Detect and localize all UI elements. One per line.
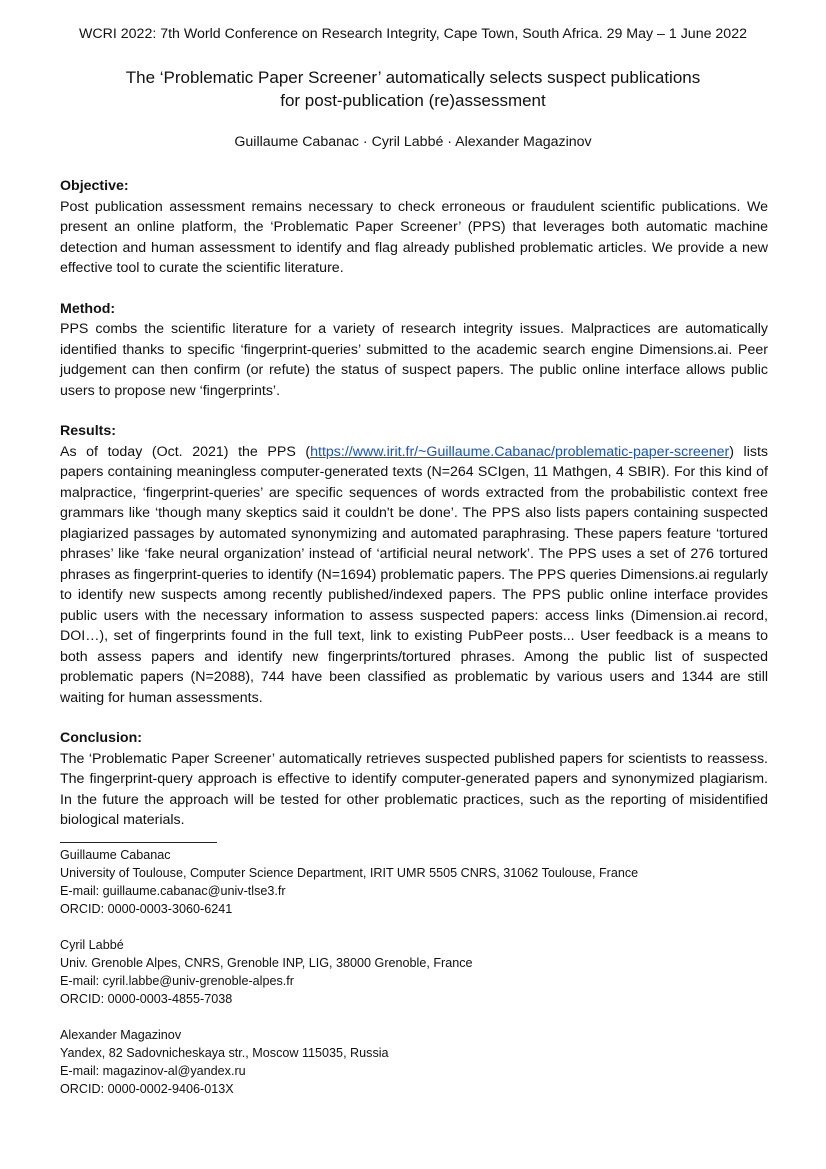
- affiliation-orcid: ORCID: 0000-0003-4855-7038: [60, 992, 233, 1006]
- affiliation-block: [60, 1026, 768, 1098]
- objective-section: [60, 176, 768, 279]
- conclusion-section: [60, 728, 768, 831]
- paper-title: [60, 66, 766, 112]
- method-section: [60, 299, 768, 402]
- affiliation-email: E-mail: guillaume.cabanac@univ-tlse3.fr: [60, 884, 286, 898]
- title-line-1: The ‘Problematic Paper Screener’ automatically selects suspect publications: [125, 68, 701, 87]
- affiliation-institution: University of Toulouse, Computer Science Department, IRIT UMR 5505 CNRS, 31062 Toulouse, France: [60, 866, 639, 880]
- author-affiliations: [60, 846, 768, 1116]
- affiliation-block: [60, 936, 768, 1008]
- affiliation-email: E-mail: magazinov-al@yandex.ru: [60, 1064, 246, 1078]
- objective-heading: Objective:: [60, 178, 129, 194]
- affiliation-institution: Yandex, 82 Sadovnicheskaya str., Moscow 115035, Russia: [60, 1046, 389, 1060]
- results-heading: Results:: [60, 423, 116, 439]
- pps-url-link[interactable]: https://www.irit.fr/~Guillaume.Cabanac/problematic-paper-screener: [310, 443, 730, 460]
- affiliation-name: Guillaume Cabanac: [60, 848, 171, 862]
- affiliation-block: [60, 846, 768, 918]
- conclusion-text: The ‘Problematic Paper Screener’ automatically retrieves suspected published papers for scientists to reassess. The fingerprint-query approach is effective to identify computer-generated papers and synonymized plagiarism. In the future the approach will be tested for other problematic practices, such as the reporting of misidentified biological materials.: [60, 750, 768, 828]
- conclusion-heading: Conclusion:: [60, 730, 142, 746]
- affiliation-name: Alexander Magazinov: [60, 1028, 182, 1042]
- results-text-body: ) lists papers containing meaningless computer-generated texts (N=264 SCIgen, 11 Mathgen, 4 SBIR). For this kind of malpractice, ‘fingerprint-queries’ are specific sequences of words extracted from the probabilistic context free grammars like ‘though many skeptics said it couldn't be done’. The PPS also lists papers containing suspected plagiarized passages by automated synonymizing and automated paraphrasing. These papers feature ‘tortured phrases’ like ‘fake neural organization’ instead of ‘artificial neural network’. The PPS uses a set of 276 tortured phrases as fingerprint-queries to identify (N=1694) problematic papers. The PPS queries Dimensions.ai regularly to identify new suspects among recently published/indexed papers. The PPS public online interface provides public users with the necessary information to assess suspected papers: access links (Dimension.ai record, DOI…), set of fingerprints found in the full text, link to existing PubPeer posts... User feedback is a means to both assess papers and identify new fingerprints/tortured phrases. Among the public list of suspected problematic papers (N=2088), 744 have been classified as problematic by various users and 1344 are still waiting for human assessments.: [60, 443, 768, 706]
- title-line-2: for post-publication (re)assessment: [280, 91, 546, 110]
- results-text: [60, 442, 768, 709]
- affiliation-orcid: ORCID: 0000-0002-9406-013X: [60, 1082, 234, 1096]
- affiliation-name: Cyril Labbé: [60, 938, 124, 952]
- affiliation-email: E-mail: cyril.labbe@univ-grenoble-alpes.fr: [60, 974, 294, 988]
- affiliation-institution: Univ. Grenoble Alpes, CNRS, Grenoble INP, LIG, 38000 Grenoble, France: [60, 956, 473, 970]
- affiliation-orcid: ORCID: 0000-0003-3060-6241: [60, 902, 233, 916]
- conference-header: WCRI 2022: 7th World Conference on Research Integrity, Cape Town, South Africa. 29 May – 1 June 2022: [79, 26, 747, 42]
- method-heading: Method:: [60, 300, 116, 317]
- footnote-divider: [60, 842, 217, 843]
- results-section: [60, 421, 768, 708]
- objective-text: Post publication assessment remains necessary to check erroneous or fraudulent scientific publications. We present an online platform, the ‘Problematic Paper Screener’ (PPS) that leverages both automatic machine detection and human assessment to identify and flag already published problematic articles. We provide a new effective tool to curate the scientific literature.: [60, 198, 768, 276]
- author-list: Guillaume Cabanac · Cyril Labbé · Alexander Magazinov: [234, 134, 592, 150]
- results-text-intro: As of today (Oct. 2021) the PPS (: [60, 443, 311, 460]
- method-text: PPS combs the scientific literature for a variety of research integrity issues. Malpractices are automatically identified thanks to specific ‘fingerprint-queries’ submitted to the academic search engine Dimensions.ai. Peer judgement can then confirm (or refute) the status of suspect papers. The public online interface allows public users to propose new ‘fingerprints’.: [60, 321, 768, 399]
- abstract-body: [60, 176, 768, 851]
